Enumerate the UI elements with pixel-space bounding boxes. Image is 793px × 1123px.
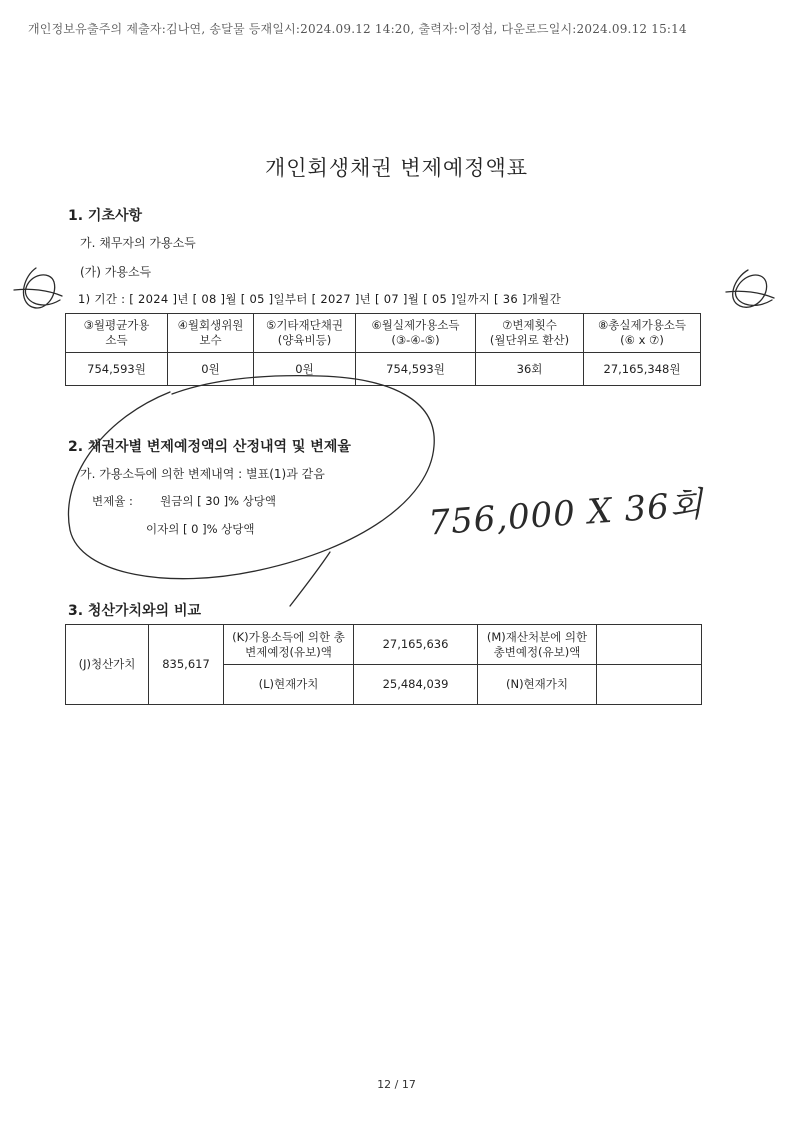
l-value: 25,484,039 [354, 665, 478, 705]
header-other-claims: ⑤기타재단채권 (양육비등) [254, 314, 356, 353]
principal-rate: 원금의 [ 30 ]% 상당액 [160, 494, 276, 508]
l-label: (L)현재가치 [224, 665, 354, 705]
period-end-year: 2027 [320, 292, 351, 306]
k-label: (K)가용소득에 의한 총 변제예정(유보)액 [224, 625, 354, 665]
document-title: 개인회생채권 변제예정액표 [264, 156, 529, 180]
header-trustee-fee: ④월회생위원 보수 [168, 314, 254, 353]
rate-label: 변제율 : [92, 494, 133, 508]
n-label: (N)현재가치 [478, 665, 597, 705]
period-start-year: 2024 [138, 292, 169, 306]
value-total-actual-income: 27,165,348원 [584, 353, 701, 386]
page-number: 12 / 17 [377, 1078, 416, 1091]
period-start-month: 08 [201, 292, 217, 306]
period-start-day: 05 [249, 292, 265, 306]
interest-rate: 이자의 [ 0 ]% 상당액 [146, 522, 255, 536]
value-payment-count: 36회 [476, 353, 584, 386]
section2-heading: 2. 채권자별 변제예정액의 산정내역 및 변제율 [68, 439, 351, 455]
liquidation-value: 835,617 [149, 625, 224, 705]
disclosure-header: 개인정보유출주의 제출자:김나연, 송달물 등재일시:2024.09.12 14:20, 출력자:이정섭, 다운로드일시:2024.09.12 15:14 [28, 22, 687, 36]
section1-sub-a: 가. 채무자의 가용소득 [80, 236, 196, 250]
circled-section-2 [68, 376, 434, 579]
value-actual-monthly-income: 754,593원 [356, 353, 476, 386]
liquidation-label: (J)청산가치 [66, 625, 149, 705]
period-end-month: 07 [383, 292, 399, 306]
header-actual-monthly-income: ⑥월실제가용소득 (③-④-⑤) [356, 314, 476, 353]
section2-sub-a: 가. 가용소득에 의한 변제내역 : 별표(1)과 같음 [80, 467, 325, 481]
section3-heading: 3. 청산가치와의 비교 [68, 603, 201, 619]
left-margin-flourish [23, 268, 60, 308]
header-monthly-avg-income: ③월평균가용 소득 [66, 314, 168, 353]
period-prefix: 1) 기간 : [78, 292, 126, 306]
m-label: (M)재산처분에 의한 총변예정(유보)액 [478, 625, 597, 665]
value-other-claims: 0원 [254, 353, 356, 386]
header-payment-count: ⑦변제횟수 (월단위로 환산) [476, 314, 584, 353]
value-monthly-avg-income: 754,593원 [66, 353, 168, 386]
value-trustee-fee: 0원 [168, 353, 254, 386]
payment-period: 1) 기간 : [ 2024 ]년 [ 08 ]월 [ 05 ]일부터 [ 2027 ]년 [ 07 ]월 [ 05 ]일까지 [ 36 ]개월간 [78, 292, 561, 306]
right-margin-flourish [733, 270, 772, 307]
section1-heading: 1. 기초사항 [68, 208, 143, 224]
header-total-actual-income: ⑧총실제가용소득 (⑥ x ⑦) [584, 314, 701, 353]
period-months: 36 [502, 292, 518, 306]
period-end-day: 05 [431, 292, 448, 306]
section1-sub-ga: (가) 가용소득 [80, 265, 152, 279]
k-value: 27,165,636 [354, 625, 478, 665]
handwritten-note: 756,000 X 36회 [427, 484, 705, 544]
